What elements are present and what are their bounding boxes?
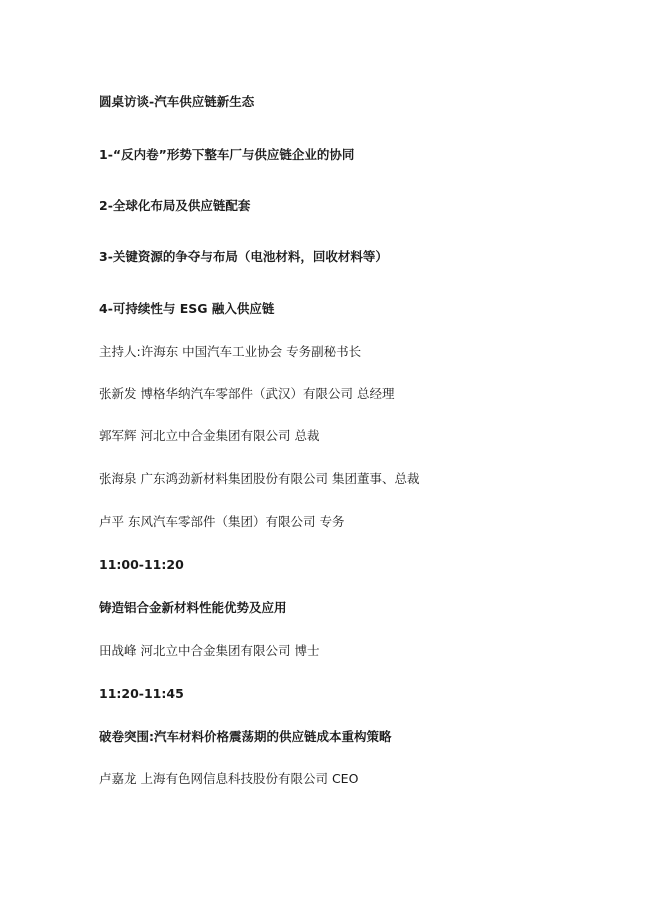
talk-title: 铸造铝合金新材料性能优势及应用 — [99, 600, 287, 615]
host-line: 主持人:许海东 中国汽车工业协会 专务副秘书长 — [99, 344, 362, 359]
panelist-line: 张海泉 广东鸿劲新材料集团股份有限公司 集团董事、总裁 — [99, 471, 420, 486]
speaker-line: 卢嘉龙 上海有色网信息科技股份有限公司 CEO — [99, 771, 359, 786]
speaker-line: 田战峰 河北立中合金集团有限公司 博士 — [99, 643, 320, 658]
panelist-line: 郭军辉 河北立中合金集团有限公司 总裁 — [99, 428, 320, 443]
agenda-topic-2: 2-全球化布局及供应链配套 — [99, 198, 251, 213]
section-title: 圆桌访谈-汽车供应链新生态 — [99, 94, 255, 109]
talk-title: 破卷突围:汽车材料价格震荡期的供应链成本重构策略 — [99, 729, 392, 744]
agenda-topic-1: 1-“反内卷”形势下整车厂与供应链企业的协同 — [99, 147, 355, 162]
agenda-topic-4: 4-可持续性与 ESG 融入供应链 — [99, 301, 275, 316]
time-slot: 11:20-11:45 — [99, 686, 184, 701]
panelist-line: 卢平 东风汽车零部件（集团）有限公司 专务 — [99, 514, 345, 529]
time-slot: 11:00-11:20 — [99, 557, 184, 572]
agenda-topic-3: 3-关键资源的争夺与布局（电池材料，回收材料等） — [99, 249, 388, 264]
panelist-line: 张新发 博格华纳汽车零部件（武汉）有限公司 总经理 — [99, 386, 395, 401]
